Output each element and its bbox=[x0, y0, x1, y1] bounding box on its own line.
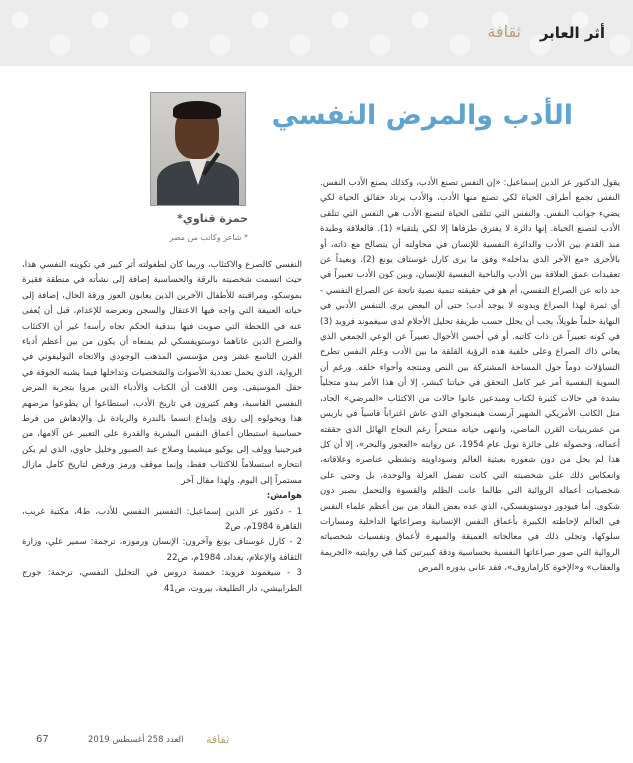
footnote-item: 1 - دكتور عز الدين إسماعيل: التفسير النفسي للأدب، ط4، مكتبة غريب، القاهرة 1984م، ص2 bbox=[22, 506, 302, 532]
author-caption: * شاعر وكاتب من مصر bbox=[169, 233, 248, 242]
page-number: 67 bbox=[36, 734, 49, 745]
section-logo: ثقافة bbox=[487, 22, 521, 41]
article-column-left bbox=[22, 258, 302, 726]
issue-info: العدد 258 أغسطس 2019 bbox=[88, 735, 184, 745]
author-photo bbox=[150, 92, 246, 206]
footnote-item: 3 - سيغموند فرويد: خمسة دروس في التحليل النفسي، ترجمة: جورج الطرابيشي، دار الطليعة، بيروت، ص41 bbox=[22, 568, 302, 594]
section-title: أثر العابر bbox=[539, 24, 605, 42]
author-photo-hair bbox=[173, 101, 221, 119]
article-paragraph-right: يقول الدكتور عز الدين إسماعيل: «إن النفس تصنع الأدب، وكذلك يصنع الأدب النفس. النفس تجمع أطراف الحياة لكي تصنع منها الأدب، والأدب يرتاد حقائق الحياة لكي يضيء جوانب النفس. والنفس التي تتلقى الحياة لتصنع الأدب هي النفس التي تتلقى الأدب لتصنع الحياة. إنها دائرة لا يفترق طرفاها إلا لكي يلتقيا» (1). فالعلاقة وطيدة منذ القدم بين الأدب والدائرة النفسية للإنسان في محاولته أن يتصالح مع ذاته، أو بالأحرى «مع الآخر الذي بداخله» وفق ما يرى كارل غوستاف يونغ (2). وبعيداً عن تعقيدات عمق العلاقة بين الأدب والناحية النفسية للإنسان، وبين كون الأدب تعبيراً في حد ذاته عن الصراع النفسي، أم هو في حقيقته تنمية نصية ناتجة عن الصراع النفسي - أي ثمرة لهذا الصراع وبدونه لا يوجد أدب؛ حتى أن البعض يرى التنفس الأدبي في النهاية حلماً طويلاً، يجب أن يحلل حسب طريقة تحليل الأحلام لدى سيغموند فرويد (3) في كونه تعبيراً عن ذات كاتبه. أو في أحسن الأحوال تعبيراً عن الوعي الجمعي الذي يعاني ذاك الصراع وعلى خلفية هذه الرؤية القلقة ما بين الأدب وعلم النفس تطرح التساؤلات دوماً حول المساحة المشتركة بين النص ومنتجه وأجواء خلقه. ورغم أن السوية النفسية أمر غير كامل التحقق في حياتنا كبشر، إلا أن هذا الأمر يبدو متجلياً بشدة في حالات كثيرة لكتاب ومبدعين عانوا حالات من الاكتئاب «المرضي» الحاد، مثل الكاتب الأمريكي الشهير آرنست هيمنجواي الذي عاش اغتراباً قاسياً في باريس من عشرينيات القرن الماضي، وانتهى حياته منتحراً رغم النجاح الهائل الذي حققته أعماله، وحصوله على جائزة نوبل عام 1954، عن روايته «العجوز والبحر»، إلا أن كل هذا لم يحل من دون شعوره بعبثية العالم وسوداويته وتشظي عناصره وعلاقاته، وانعكاس ذلك على شخصيته التي كانت تفضل العزلة والوحدة، بل وحتى على شخصيات أعماله الروائية التي طالما عانت الظلم والقسوة والتحمل بصبر دون شكوى. أما فيودور دوستويفسكي، الذي عده بعض النقاد من بين أعظم علماء النفس في العالم لإحاطته الكبيرة بأعماق النفس الإنسانية وصراعاتها الداخلية ومسارات سلوكها، وتجلى ذلك في معالجاته العميقة والمبهرة لأعماق ونفسيات شخصياته الروائية التي صور صراعاتها النفسية بحساسية ودقة كبيرتين كما في روايتيه «الجريمة والعقاب» و«الإخوة كارامازوف»، فقد عانى بدوره المرض bbox=[320, 178, 620, 574]
footer-logo: ثقافة bbox=[206, 733, 230, 746]
author-name: حمزة قناوي* bbox=[177, 212, 248, 225]
page-footer bbox=[36, 734, 596, 750]
footnotes-heading: هوامش: bbox=[266, 491, 302, 502]
article-paragraph-left: النفسي كالصرع والاكتئاب، وربما كان لطفولته أثر كبير في تكوينه النفسي هذا، حيث اتسمت شخصيته بالرقة والحساسية إضافة إلى نشأته في منطقة فقيرة بموسكو، ومراقبته للأطفال الآخرين الذين يعانون العوز ورقة الحال، إضافة إلى حياته العنيفة التي واجه فيها الاعتقال والسجن وتعرضه للإعدام، قبل أن يُعفى عنه في اللحظة التي صوبت فيها بندقية الحكم تجاه رأسه! غير أن الاكتئاب والصرع الذين عاناهما دوستويفسكي لم يمنعاه أن يكون من بين أعظم أدباء القرن التاسع عشر ومن مؤسسي المذهب الوجودي والاتجاه البوليفوني في الرواية، الذي يحمل تعددية الأصوات والشخصيات وتداخلها فيما يشبه الجوقة في حقل الموسيقى. ومن اللافت أن الكتاب والأدباء الذين مروا بتجربة المرض النفسي القاسية، وهم كثيرون في تاريخ الأدب، استطاعوا أن يطوعوا مرضهم هذا ويحولوه إلى رؤى وإبداع اتسما بالندرة والريادة بل والإدهاش من فرط حساسية استبطان أعماق النفس البشرية والقدرة على التعبير عن آلامها، من فيرجينيا وولف إلى يوكيو ميشيما وصلاح عبد الصبور وخليل حاوي، الذي لم يكن انتحاره استسلاماً للاكتئاب فقط، وإنما موقف ورمز ورفض لتاريخ كامل مازال مستمراً إلى اليوم. ولهذا مقال آخر bbox=[22, 260, 302, 486]
header-band bbox=[0, 0, 633, 66]
article-column-right bbox=[320, 176, 620, 744]
article-title: الأدب والمرض النفسي bbox=[271, 100, 573, 131]
footnote-item: 2 - كارل غوستاف يونغ وآخرون: الإنسان ورموزه، ترجمة: سمير علي، وزارة الثقافة والإعلام، بغداد، 1984م، ص22 bbox=[22, 537, 302, 563]
